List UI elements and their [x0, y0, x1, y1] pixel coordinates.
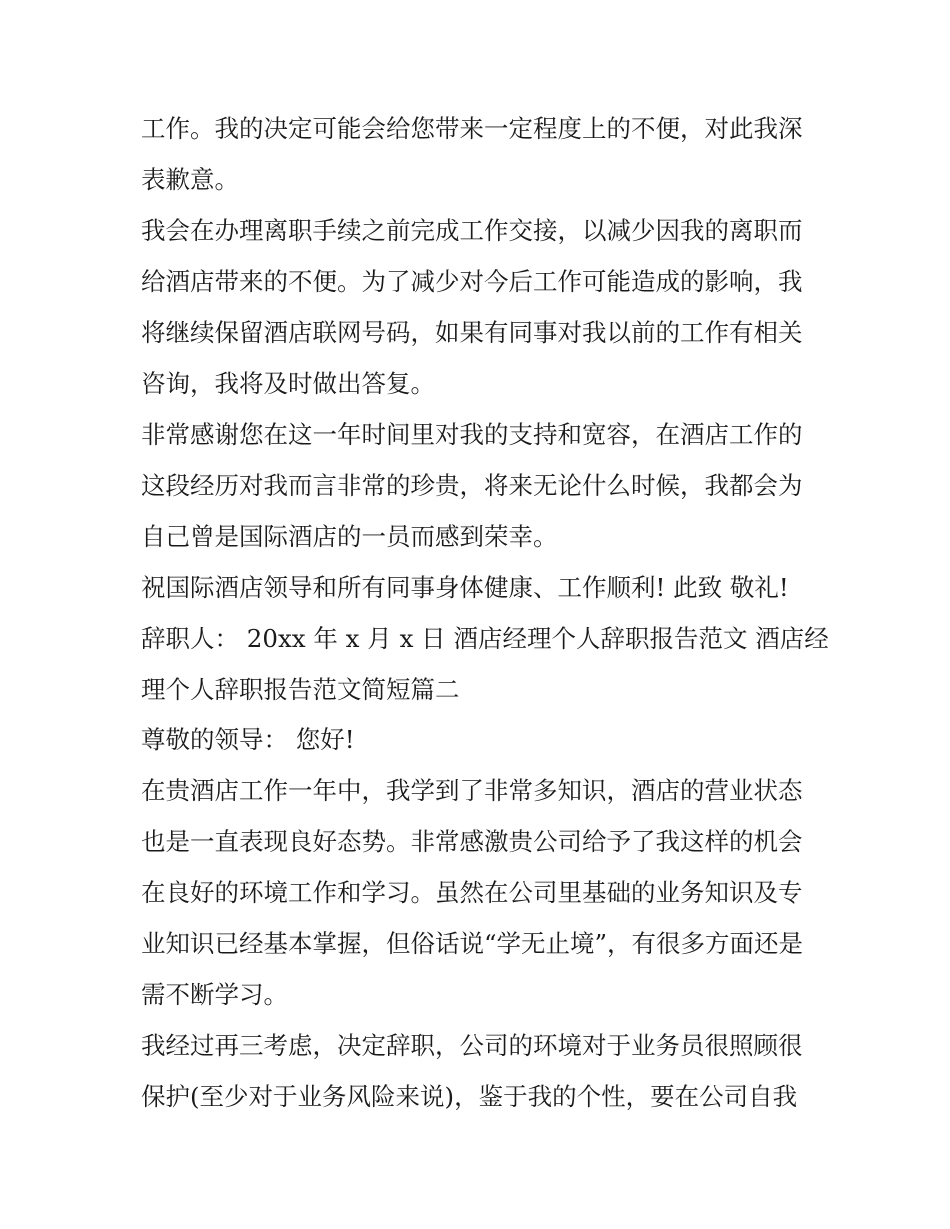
text-line: 业知识已经基本掌握，但俗话说“学无止境”，有很多方面还是	[141, 929, 804, 958]
text-line: 工作。我的决定可能会给您带来一定程度上的不便，对此我深	[141, 114, 803, 143]
text-line: 辞职人： 20xx 年 x 月 x 日 酒店经理个人辞职报告范文 酒店经	[141, 624, 829, 653]
text-line: 给酒店带来的不便。为了减少对今后工作可能造成的影响，我	[141, 267, 803, 296]
text-line: 表歉意。	[141, 165, 239, 194]
text-line: 理个人辞职报告范文简短篇二	[141, 675, 460, 704]
text-line: 尊敬的领导： 您好!	[141, 725, 355, 754]
text-line: 自己曾是国际酒店的一员而感到荣幸。	[141, 522, 558, 551]
text-line: 咨询，我将及时做出答复。	[141, 369, 435, 398]
text-line: 在贵酒店工作一年中，我学到了非常多知识，酒店的营业状态	[141, 776, 803, 805]
text-line: 保护(至少对于业务风险来说)，鉴于我的个性，要在公司自我	[141, 1082, 798, 1111]
text-line: 在良好的环境工作和学习。虽然在公司里基础的业务知识及专	[141, 878, 803, 907]
text-line: 也是一直表现良好态势。非常感激贵公司给予了我这样的机会	[141, 827, 803, 856]
text-line: 我经过再三考虑，决定辞职，公司的环境对于业务员很照顾很	[141, 1031, 803, 1060]
text-line: 需不断学习。	[141, 980, 288, 1009]
text-line: 祝国际酒店领导和所有同事身体健康、工作顺利! 此致 敬礼!	[141, 573, 789, 602]
text-line: 我会在办理离职手续之前完成工作交接，以减少因我的离职而	[141, 216, 803, 245]
text-line: 这段经历对我而言非常的珍贵，将来无论什么时候，我都会为	[141, 471, 803, 500]
text-line: 将继续保留酒店联网号码，如果有同事对我以前的工作有相关	[141, 318, 803, 347]
text-line: 非常感谢您在这一年时间里对我的支持和宽容，在酒店工作的	[141, 420, 803, 449]
